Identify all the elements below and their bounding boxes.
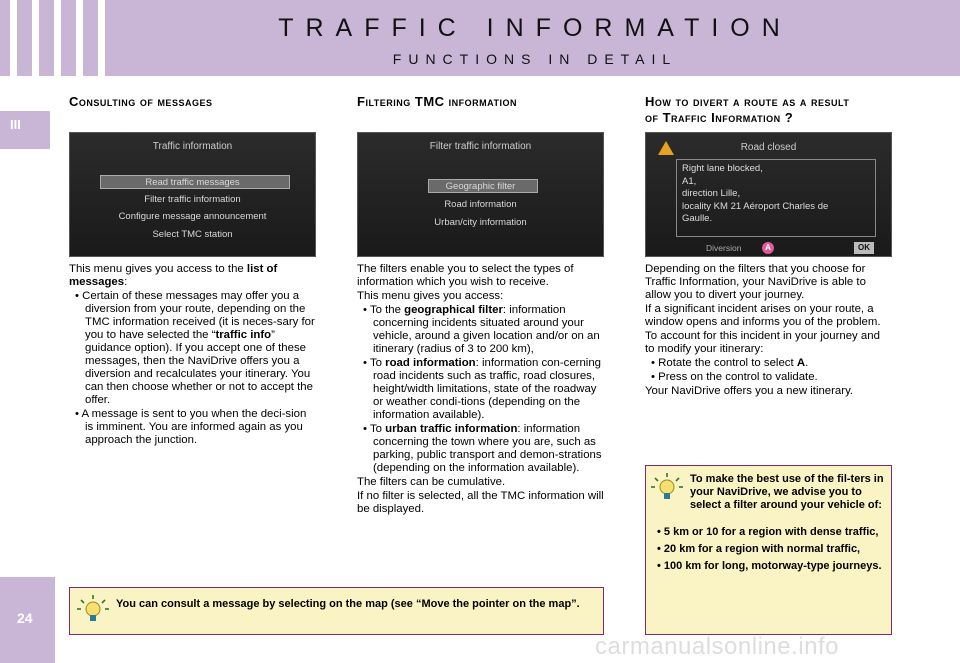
header-stripes — [0, 0, 110, 76]
screenshot-traffic-info — [69, 132, 316, 257]
screen-item: Read traffic messages — [145, 177, 240, 188]
screen-item: Road information — [444, 199, 517, 210]
section-tab: III — [0, 111, 50, 149]
page-subtitle: FUNCTIONS IN DETAIL — [392, 51, 678, 67]
tip-box-map — [69, 587, 604, 635]
ok-button: OK — [854, 242, 874, 254]
lightbulb-icon — [650, 472, 684, 502]
tip-map-text: You can consult a message by selecting on the map (see “Move the pointer on the map”. — [116, 598, 580, 610]
screen-title: Filter traffic information — [429, 141, 532, 152]
tip-filters-intro: To make the best use of the fil-ters in your NaviDrive, we advise you to select a filter around your vehicle of: — [690, 473, 884, 511]
col2-text: The filters enable you to select the types of information which you wish to receive. This menu gives you access: • To the geographical filter: information concerning incidents situated around your vehicle, around a given location and/or on an itinerary (radius of 3 to 200 km), • To road information: information con-cerning road incidents such as traffic, road closures, height/width limitations, state of the roadway or weather condi-tions (depending on the information available). • To urban traffic information: information concerning the town where you are, such as parking, public transport and demon-strations (depending on the information available). The filters can be cumulative. If no filter is selected, all the TMC information will be displayed. — [357, 263, 604, 515]
diversion-button: Diversion — [706, 243, 742, 253]
screen-item: Urban/city information — [434, 217, 527, 228]
message-lines: Right lane blocked, A1, direction Lille, locality KM 21 Aéroport Charles de Gaulle. — [682, 163, 829, 224]
watermark: carmanualsonline.info — [595, 633, 839, 660]
screen-title: Road closed — [740, 142, 797, 153]
page-number: 24 — [0, 577, 55, 663]
sidebar — [0, 76, 55, 663]
screenshot-road-closed — [645, 132, 892, 257]
col3-text: Depending on the filters that you choose for Traffic Information, your NaviDrive is able to allow you to divert your journey. If a significant incident arises on your route, a window opens and informs you of the problem. To account for this incident in your journey and to modify your itinerary: • Rotate the control to select A. • Press on the control to validate. Your NaviDrive offers you a new itinerary. — [645, 263, 881, 397]
screen-item: Select TMC station — [152, 229, 233, 240]
heading-filtering: Filtering TMC information — [357, 94, 517, 109]
screen-item: Filter traffic information — [144, 194, 241, 205]
screenshot-filter-info — [357, 132, 604, 257]
col1-text: This menu gives you access to the list of messages: • Certain of these messages may offer you a diversion from your route, depending on the TMC information received (it is neces-sary for you to have selected the “traffic info” guidance option). If you accept one of these messages, then the NaviDrive offers you a diversion and recalculates your itinerary. You can then choose whether or not to accept the offer. • A message is sent to you when the deci-sion is imminent. You are informed again as you approach the junction. — [69, 263, 315, 446]
heading-consulting: Consulting of messages — [69, 94, 213, 109]
screen-item: Geographic filter — [445, 181, 516, 192]
marker-a: A — [762, 242, 774, 254]
screen-item: Configure message announcement — [118, 211, 267, 222]
lightbulb-icon — [76, 594, 110, 624]
heading-divert: How to divert a route as a result of Traffic Information ? — [645, 94, 850, 125]
screen-title: Traffic information — [152, 141, 233, 152]
tip-filters-list: • 5 km or 10 for a region with dense traffic, • 20 km for a region with normal traffic, • 100 km for long, motorway-type journeys. — [657, 526, 882, 572]
page-title: TRAFFIC INFORMATION — [278, 14, 792, 42]
